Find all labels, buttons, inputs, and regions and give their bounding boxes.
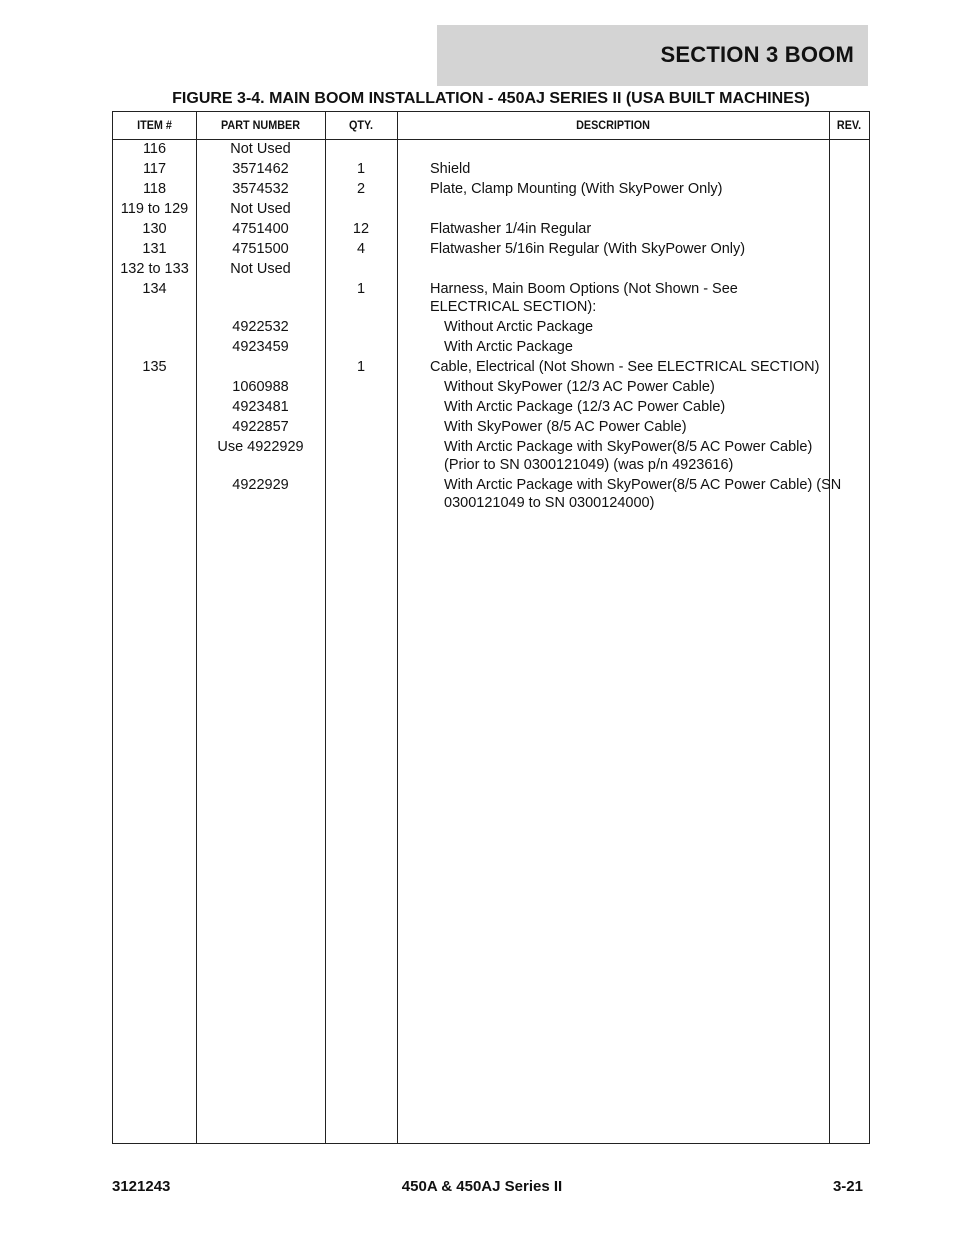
cell-qty: 1 (356, 161, 366, 177)
cell-desc: With Arctic Package with SkyPower(8/5 AC Power Cable) (Prior to SN 0300121049) (was p/n 4923616) (444, 439, 813, 473)
cell-item: 132 to 133 (120, 261, 189, 277)
table-row (113, 140, 869, 160)
cell-part: Not Used (230, 261, 291, 277)
cell-desc: Harness, Main Boom Options (Not Shown - See ELECTRICAL SECTION): (430, 281, 738, 315)
table-row (113, 378, 869, 398)
table-row (113, 338, 869, 358)
cell-qty: 1 (356, 359, 366, 375)
table-row (113, 476, 869, 514)
cell-desc: With Arctic Package with SkyPower(8/5 AC Power Cable) (SN 0300121049 to SN 0300124000) (444, 477, 842, 511)
column-header-rev: REV. (836, 118, 862, 132)
cell-qty: 1 (356, 281, 366, 297)
cell-desc: Without Arctic Package (444, 319, 594, 335)
cell-desc: Flatwasher 5/16in Regular (With SkyPower Only) (430, 241, 746, 257)
table-row (113, 438, 869, 476)
column-header-qty: QTY. (348, 118, 373, 132)
cell-item: 130 (142, 221, 167, 237)
table-header (113, 112, 869, 140)
cell-part: 3574532 (232, 181, 289, 197)
cell-part: 4922929 (232, 477, 289, 493)
table-body (113, 140, 869, 514)
cell-item: 117 (142, 161, 167, 177)
footer-model: 450A & 450AJ Series II (401, 1178, 563, 1195)
footer-doc-number: 3121243 (112, 1178, 171, 1195)
table-row (113, 280, 869, 318)
cell-item: 118 (142, 181, 167, 197)
cell-part: 4923481 (232, 399, 289, 415)
table-row (113, 398, 869, 418)
column-header-item: ITEM # (137, 118, 172, 132)
table-row (113, 358, 869, 378)
cell-item: 135 (142, 359, 167, 375)
cell-part: 4751400 (232, 221, 289, 237)
column-header-description: DESCRIPTION (576, 118, 650, 132)
cell-part: 4751500 (232, 241, 289, 257)
table-row (113, 260, 869, 280)
table-row (113, 220, 869, 240)
cell-desc: Flatwasher 1/4in Regular (430, 221, 592, 237)
column-header-part-number: PART NUMBER (220, 118, 301, 132)
table-row (113, 180, 869, 200)
cell-qty: 4 (356, 241, 366, 257)
figure-title: FIGURE 3-4. MAIN BOOM INSTALLATION - 450AJ SERIES II (USA BUILT MACHINES) (172, 90, 810, 107)
cell-desc: With Arctic Package (444, 339, 573, 355)
table-row (113, 200, 869, 220)
cell-part: 1060988 (232, 379, 289, 395)
table-row (113, 240, 869, 260)
table-row (113, 418, 869, 438)
cell-part: 4923459 (232, 339, 289, 355)
cell-desc: Cable, Electrical (Not Shown - See ELECTRICAL SECTION) (430, 359, 820, 375)
cell-part: Not Used (230, 141, 291, 157)
cell-part: 3571462 (232, 161, 289, 177)
parts-table (112, 111, 870, 1144)
cell-desc: With Arctic Package (12/3 AC Power Cable) (444, 399, 726, 415)
cell-part: 4922532 (232, 319, 289, 335)
section-title: SECTION 3 BOOM (660, 42, 854, 67)
cell-qty: 2 (356, 181, 366, 197)
cell-desc: With SkyPower (8/5 AC Power Cable) (444, 419, 687, 435)
cell-item: 134 (142, 281, 167, 297)
cell-part: Use 4922929 (217, 439, 304, 455)
cell-item: 119 to 129 (120, 201, 189, 217)
cell-desc: Shield (430, 161, 471, 177)
section-banner (437, 25, 868, 86)
cell-part: Not Used (230, 201, 291, 217)
cell-item: 131 (142, 241, 167, 257)
cell-desc: Without SkyPower (12/3 AC Power Cable) (444, 379, 715, 395)
cell-part: 4922857 (232, 419, 289, 435)
cell-item: 116 (142, 141, 167, 157)
cell-qty: 12 (352, 221, 370, 237)
table-row (113, 160, 869, 180)
footer-page-number: 3-21 (832, 1178, 863, 1195)
cell-desc: Plate, Clamp Mounting (With SkyPower Only) (430, 181, 723, 197)
table-row (113, 318, 869, 338)
